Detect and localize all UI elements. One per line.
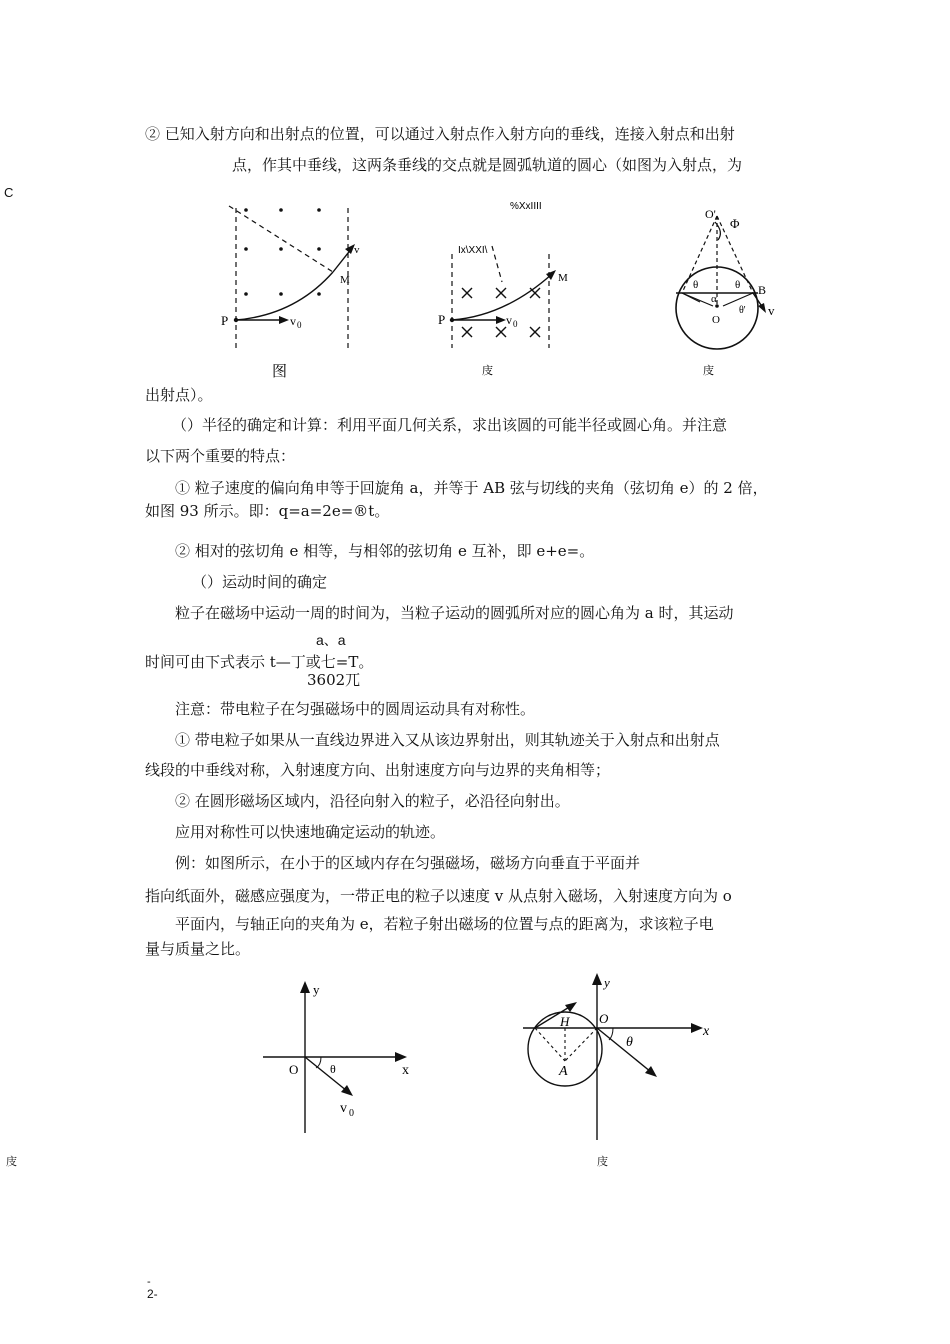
fig3-label-alpha: α (711, 293, 717, 305)
fig3-label-v: v (768, 303, 775, 318)
text-line-11: 时间可由下式表示 t—丁或七=T。 (145, 653, 374, 671)
text-line-8: ② 相对的弦切角 e 相等，与相邻的弦切角 e 互补，即 e+e=。 (175, 542, 595, 560)
fig5-label-o: O (599, 1011, 609, 1026)
fig3-label-theta-left: θ (693, 279, 699, 291)
fig1-label-m: M (340, 274, 350, 286)
text-line-12: 注意：带电粒子在匀强磁场中的圆周运动具有对称性。 (175, 700, 536, 718)
fig2-label-v0-sub: 0 (513, 319, 518, 329)
formula-denominator: 3602兀 (307, 671, 361, 689)
figure-5-circle-trajectory (515, 965, 725, 1145)
fig5-label-theta: θ (626, 1035, 633, 1050)
fig3-label-theta2: θ' (739, 305, 746, 316)
fig3-label-phi: Φ (730, 216, 740, 231)
text-line-17: 例：如图所示，在小于的区域内存在匀强磁场，磁场方向垂直于平面并 (175, 854, 641, 872)
fig4-label-v0: v (340, 1101, 347, 1116)
text-line-13: ① 带电粒子如果从一直线边界进入又从该边界射出，则其轨迹关于入射点和出射点 (175, 731, 720, 749)
text-line-2: 点，作其中垂线，这两条垂线的交点就是圆弧轨道的圆心（如图为入射点，为 (232, 156, 743, 174)
fig1-label-p: P (221, 313, 229, 328)
fig5-label-x: x (703, 1024, 710, 1039)
fig3-label-theta-right: θ (735, 279, 741, 291)
text-line-5: 以下两个重要的特点： (145, 447, 296, 465)
text-line-9: （）运动时间的确定 (192, 573, 328, 591)
fig5-caption: 庋 (597, 1155, 608, 1168)
fig4-label-y: y (313, 982, 320, 997)
text-line-7: 如图 93 所示。即：q=a=2e=®t。 (145, 502, 390, 520)
figure-2-crossed-field (430, 196, 580, 381)
fig4-label-theta: θ (330, 1062, 336, 1076)
text-line-16: 应用对称性可以快速地确定运动的轨迹。 (175, 823, 446, 841)
figure-1-dotted-field (215, 200, 365, 385)
fig3-label-o: O (712, 314, 720, 326)
fig2-caption: 庋 (482, 365, 493, 377)
fig1-label-v0: v (290, 314, 296, 328)
text-line-18: 指向纸面外，磁感应强度为，一带正电的粒子以速度 v 从点射入磁场，入射速度方向为 o (145, 887, 732, 905)
fig3-label-b: B (758, 283, 767, 297)
figure-4-axes-v0 (255, 975, 420, 1140)
fig2-mid-text: Ix\XXI\ (458, 245, 488, 256)
text-line-4: （）半径的确定和计算：利用平面几何关系，求出该圆的可能半径或圆心角。并注意 (172, 416, 728, 434)
text-line-6: ① 粒子速度的偏向角申等于回旋角 a，并等于 AB 弦与切线的夹角（弦切角 e）的 2 倍， (175, 479, 768, 497)
fig1-label-v0-sub: 0 (297, 320, 302, 330)
stray-char: C (4, 185, 14, 200)
text-line-15: ② 在圆形磁场区域内，沿径向射入的粒子，必沿径向射出。 (175, 792, 570, 810)
fig3-caption: 庋 (703, 365, 714, 377)
text-line-10: 粒子在磁场中运动一周的时间为，当粒子运动的圆弧所对应的圆心角为 a 时，其运动 (175, 604, 734, 622)
page-number: 2- (147, 1287, 158, 1301)
fig5-label-y: y (604, 975, 610, 990)
text-line-1: ② 已知入射方向和出射点的位置，可以通过入射点作入射方向的垂线，连接入射点和出射 (145, 125, 735, 143)
text-line-3: 出射点）。 (145, 386, 213, 404)
fig2-label-m: M (558, 272, 568, 284)
fig4-label-x: x (402, 1063, 409, 1078)
text-line-19: 平面内，与轴正向的夹角为 e，若粒子射出磁场的位置与点的距离为，求该粒子电 (175, 915, 714, 933)
fig2-top-text: %XxIIII (510, 201, 542, 212)
fig3-label-o1: O' (705, 207, 716, 221)
footer-dash: - (147, 1276, 151, 1288)
fig4-label-v0-sub: 0 (349, 1108, 354, 1119)
fig1-label-v: v (354, 244, 360, 256)
fig1-caption: 图 (272, 364, 288, 380)
fig4-caption: 庋 (6, 1155, 17, 1168)
fig5-label-a: A (559, 1064, 568, 1079)
text-line-14: 线段的中垂线对称，入射速度方向、出射速度方向与边界的夹角相等； (145, 761, 611, 779)
formula-numerator: a、a (316, 632, 346, 648)
fig5-label-h: H (560, 1014, 570, 1029)
fig4-label-o: O (289, 1062, 299, 1077)
fig2-label-p: P (438, 312, 446, 327)
text-line-20: 量与质量之比。 (145, 940, 251, 958)
fig2-label-v0: v (506, 313, 512, 327)
figure-3-circle-chord (660, 198, 790, 383)
